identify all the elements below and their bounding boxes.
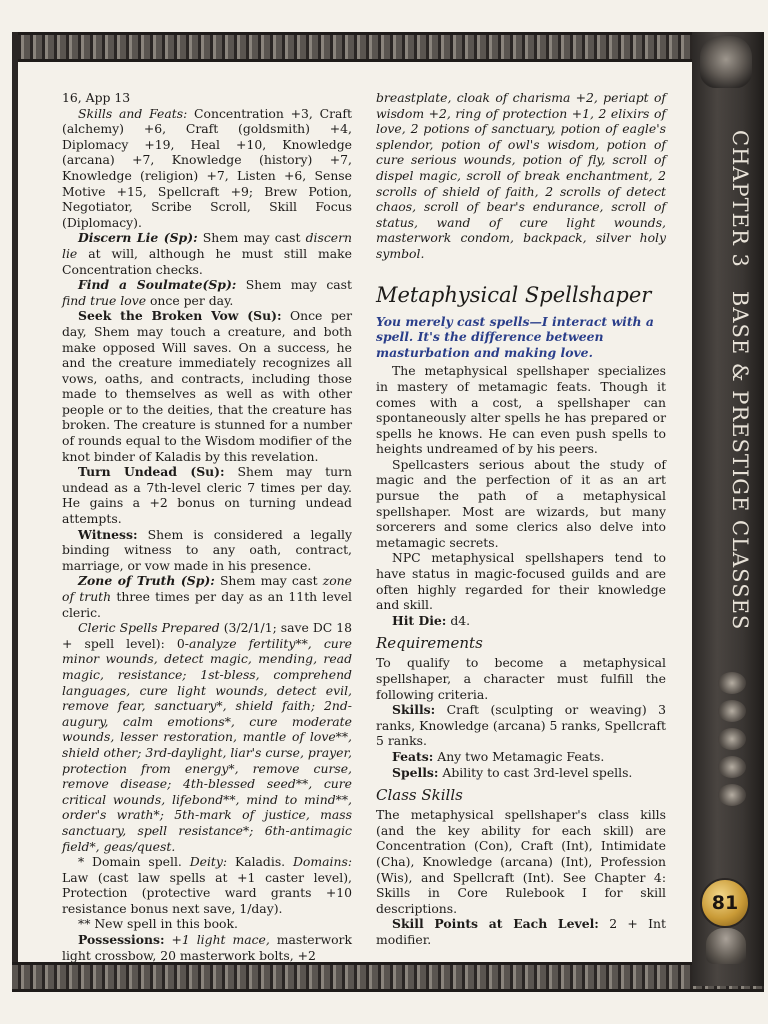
text: Shem may turn undead as a 7th-level cleric 7 times per day. He gains a +2 bonus on turning undead attempts. — [62, 464, 352, 527]
label: Turn Undead (Su): — [78, 464, 225, 480]
chapter-name: BASE & PRESTIGE CLASSES — [728, 290, 752, 631]
text: breastplate, cloak of charisma +2, periapt of wisdom +2, ring of protection +1, 2 elixirs of love, 2 potions of sanctuary, potion of eagle's splendor, potion of owl's wisdom, potion of cure serious wounds, potion of fly, scroll of dispel magic, scroll of break enchantment, 2 scrolls of shield of faith, 2 scrolls of detect chaos, scroll of bear's endurance, scroll of status, wand of cure light wounds, masterwork condom, backpack, silver holy symbol. — [376, 90, 666, 261]
paragraph: NPC metaphysical spellshapers tend to have status in magic-focused guilds and are often highly regarded for their knowledge and skill. — [376, 550, 666, 613]
spell-name: zone of truth — [62, 573, 352, 604]
label: Find a Soulmate(Sp): — [78, 277, 237, 293]
flavor-quote: You merely cast spells—I interact with a spell. It's the difference between masturbation and making love. — [376, 313, 654, 360]
label: Cleric Spells Prepared — [78, 620, 220, 636]
label: Witness: — [78, 526, 138, 542]
spine-ring-icon — [718, 728, 746, 750]
text: three times per day as an 11th level cleric. — [62, 589, 352, 620]
statue-ornament-icon — [706, 928, 746, 964]
text: Shem is considered a legally binding witness to any oath, contract, marriage, or vow made in his presence. — [62, 526, 352, 573]
label: Feats: — [392, 748, 434, 764]
text: Shem may cast — [214, 573, 323, 589]
spell-list: analyze fertility**, cure minor wounds, detect magic, mending, read magic, resistance; 1st-bless, comprehend languages, cure light wounds, detect evil, remove fear, sanctuary*, shield faith; 2nd-augury, calm emotions*, cure moderate wounds, lesser restoration, mantle of love**, shield other; 3rd-daylight, liar's curse, prayer, protection from energy*, remove curse, remove disease; 4th-blessed seed**, cure critical wounds, lifebond**, mind to mind**, order's wrath*; 5th-mark of justice, mass sanctuary, spell resistance*; 6th-antimagic field*, geas/quest. — [62, 635, 353, 854]
text: Shem may cast — [236, 277, 353, 293]
gargoyle-ornament-icon — [700, 36, 752, 88]
text: Any two Metamagic Feats. — [433, 748, 605, 764]
paragraph: Spellcasters serious about the study of magic and the perfection of it as an art pursue the path of a metaphysical spellshaper. Most are wizards, but many sorcerers and some clerics also delve into metamagic secrets. — [376, 456, 666, 550]
text: 16, App 13 — [62, 90, 131, 105]
spine-ring-icon — [718, 700, 746, 722]
right-column — [376, 90, 666, 948]
text: Concentration +3, Craft (alchemy) +6, Craft (goldsmith) +4, Diplomacy +19, Heal +10, Knowledge (arcana) +7, Knowledge (history) +7, Knowledge (religion) +7, Listen +6, Sense Motive +15, Spellcraft +9; Brew Potion, Negotiator, Scribe Scroll, Skill Focus (Diplomacy). — [62, 105, 352, 230]
label: Possessions: — [78, 932, 165, 948]
left-column — [62, 90, 352, 963]
spine-ring-icon — [718, 672, 746, 694]
skills-feats-paragraph — [62, 106, 352, 231]
text: ** New spell in this book. — [78, 916, 238, 932]
text: masterwork light crossbow, 20 masterwork bolts, +2 — [62, 932, 352, 963]
hit-die-paragraph — [376, 613, 666, 629]
label: Domains: — [292, 854, 352, 870]
label: Skills and Feats: — [78, 105, 188, 121]
text: Ability to cast 3rd-level spells. — [438, 764, 633, 780]
skills-requirement — [376, 702, 666, 749]
discern-lie-paragraph — [62, 230, 352, 277]
bottom-border-ornament — [12, 962, 764, 992]
label: Spells: — [392, 764, 439, 780]
top-border-ornament — [12, 32, 764, 62]
text: at will, although he must still make Concentration checks. — [62, 245, 352, 277]
cleric-spells-paragraph — [62, 620, 352, 854]
label: Hit Die: — [392, 612, 447, 628]
class-skills-heading: Class Skills — [376, 786, 463, 805]
spine-ring-icon — [718, 784, 746, 806]
requirements-heading: Requirements — [376, 634, 483, 653]
text: * Domain spell. — [78, 854, 190, 870]
text — [165, 932, 172, 947]
text: 2 + Int modifier. — [376, 916, 667, 947]
class-skills-text: The metaphysical spellshaper's class kills (and the key ability for each skill) are Concentration (Con), Craft (Int), Intimidate (Cha), Knowledge (arcana) (Int), Profession (Wis), and Spellcraft (Int). See Chapter 4: Skills in Core Rulebook I for skill descriptions. — [376, 807, 666, 916]
text: Craft (sculpting or weaving) 3 ranks, Knowledge (arcana) 5 ranks, Spellcraft 5 ranks. — [376, 702, 666, 749]
label: Discern Lie (Sp): — [78, 230, 198, 246]
section-heading: Metaphysical Spellshaper — [376, 282, 652, 307]
spell-name: find true love — [62, 292, 147, 308]
label: Seek the Broken Vow (Su): — [78, 308, 282, 324]
label: Zone of Truth (Sp): — [78, 573, 215, 589]
domain-note-paragraph — [62, 854, 352, 916]
skill-points-paragraph — [376, 916, 666, 947]
label: Skill Points at Each Level: — [392, 916, 599, 932]
label: Skills: — [392, 702, 436, 718]
possessions-paragraph — [62, 932, 352, 963]
zone-of-truth-paragraph — [62, 573, 352, 620]
possessions-continued — [376, 90, 666, 262]
spell-name: discern lie — [62, 230, 352, 261]
label: Deity: — [189, 854, 228, 870]
text: Once per day, Shem may touch a creature, and both make opposed Will saves. On a success, he and the creature immediately recognizes all vows, oaths, and contracts, including those made to themselves as well as with other people or to the deities, that the creature has broken. The creature is stunned for a number of rounds equal to the Wisdom modifier of the knot binder of Kaladis by this revelation. — [62, 308, 353, 464]
spells-requirement — [376, 765, 666, 781]
left-border — [12, 32, 18, 986]
new-spell-note — [62, 916, 352, 932]
feats-requirement — [376, 749, 666, 765]
paragraph — [62, 90, 352, 106]
text: Law (cast law spells at +1 caster level), Protection (protective ward grants +10 resistance bonus next save, 1/day). — [62, 869, 352, 916]
seek-broken-vow-paragraph — [62, 308, 352, 464]
chapter-title — [708, 130, 752, 631]
witness-paragraph — [62, 527, 352, 574]
requirements-intro: To qualify to become a metaphysical spellshaper, a character must fulfill the following criteria. — [376, 655, 666, 702]
chapter-label: CHAPTER 3 — [728, 130, 752, 268]
spine-ring-icon — [718, 756, 746, 778]
text: once per day. — [146, 292, 234, 308]
item-name: +1 light mace, — [171, 932, 270, 948]
page-number: 81 — [700, 878, 750, 928]
text: Kaladis. — [227, 854, 293, 870]
turn-undead-paragraph — [62, 464, 352, 526]
paragraph: The metaphysical spellshaper specializes in mastery of metamagic feats. Though it comes with a cost, a spellshaper can spontaneously alter spells he has prepared or spells he knows. He can even push spells to heights undreamed of by his peers. — [376, 363, 666, 457]
text: (3/2/1/1; save DC 18 + spell level): 0- — [62, 620, 352, 651]
find-soulmate-paragraph — [62, 277, 352, 308]
text: d4. — [446, 612, 471, 628]
text: Shem may cast — [197, 230, 306, 246]
